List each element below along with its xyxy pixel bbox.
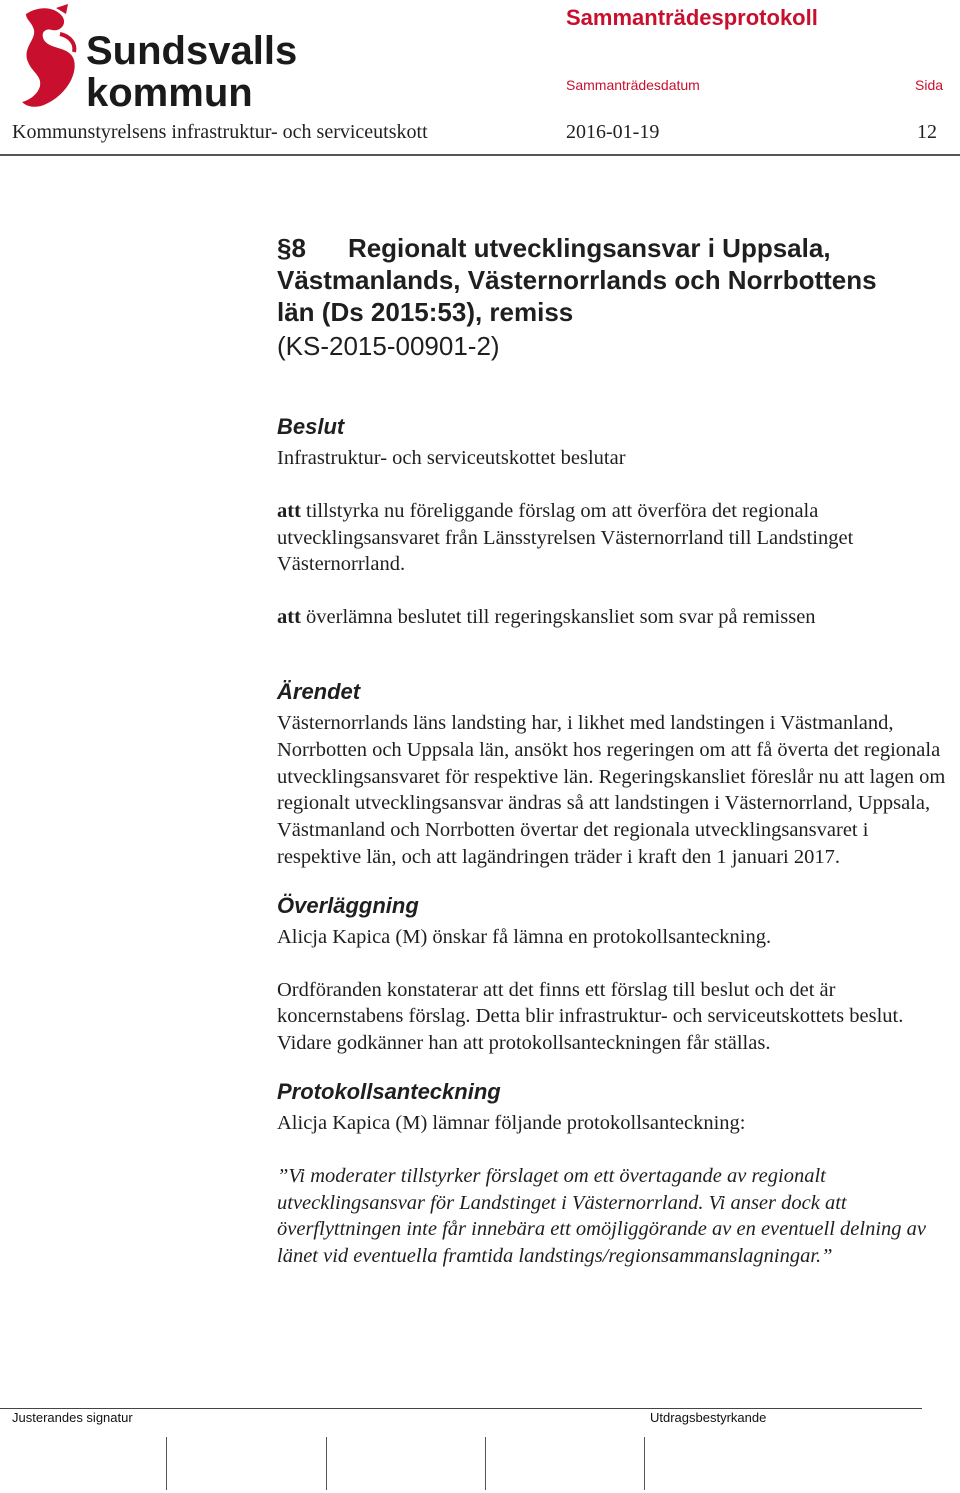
extract-certification-label: Utdragsbestyrkande	[650, 1410, 767, 1425]
decision-1-keyword: att	[277, 499, 301, 522]
header-divider	[0, 154, 960, 156]
decision-1	[277, 498, 947, 578]
page-label: Sida	[915, 77, 944, 93]
overlaggning-heading: Överläggning	[277, 892, 419, 918]
beslut-heading: Beslut	[277, 414, 345, 439]
decision-2-text: överlämna beslutet till regeringskansliet som svar på remissen	[300, 606, 816, 629]
page-number: 12	[917, 121, 937, 143]
item-title-line-2: Västmanlands, Västernorrlands och Norrbottens	[277, 265, 877, 295]
dragon-emblem-icon	[16, 4, 306, 116]
item-title-line-3: län (Ds 2015:53), remiss	[277, 297, 574, 327]
overlaggning-paragraph-2: Ordföranden konstaterar att det finns ett förslag till beslut och det är koncernstabens förslag. Detta blir infrastruktur- och serviceutskottets beslut. Vidare godkänner han att protokollsanteckningen får ställas.	[277, 978, 904, 1055]
sundsvalls-kommun-logo	[16, 4, 306, 116]
signature-box-divider	[326, 1437, 327, 1490]
signature-label: Justerandes signatur	[12, 1410, 133, 1425]
decision-1-text: tillstyrka nu föreliggande förslag om att överföra det regionala utvecklingsansvaret från Länsstyrelsen Västernorrland till Landstinget Västernorrland.	[277, 499, 854, 576]
item-number-value: 8	[291, 233, 306, 263]
committee-name: Kommunstyrelsens infrastruktur- och serviceutskott	[12, 121, 428, 143]
footer-divider	[0, 1408, 922, 1409]
document-body	[277, 232, 947, 1270]
document-type: Sammanträdesprotokoll	[566, 5, 818, 30]
logo-text-kommun: kommun	[86, 71, 253, 115]
case-id: (KS-2015-00901-2)	[277, 331, 500, 361]
item-title	[277, 232, 947, 328]
logo-text-sundsvalls: Sundsvalls	[86, 29, 298, 73]
arendet-heading: Ärendet	[277, 678, 361, 704]
beslut-intro: Infrastruktur- och serviceutskottet beslutar	[277, 447, 626, 469]
meeting-date-label: Sammanträdesdatum	[566, 77, 700, 93]
overlaggning-paragraph-1: Alicja Kapica (M) önskar få lämna en protokollsanteckning.	[277, 925, 772, 948]
paragraph-symbol: §	[277, 233, 292, 263]
signature-box-divider	[485, 1437, 486, 1490]
item-number	[277, 232, 306, 264]
decision-2-keyword: att	[277, 606, 301, 629]
meeting-date: 2016-01-19	[566, 121, 660, 143]
item-title-line-1: Regionalt utvecklingsansvar i Uppsala,	[347, 233, 831, 263]
protokollsanteckning-quote: ”Vi moderater tillstyrker förslaget om ett övertagande av regionalt utvecklingsansvar för Landstinget i Västernorrland. Vi anser dock att överflyttningen inte får innebära ett omöjliggörande av en eventuell delning av länet vid eventuella framtida landstings/regionsammanslagningar.”	[277, 1164, 927, 1268]
protokollsanteckning-intro: Alicja Kapica (M) lämnar följande protokollsanteckning:	[277, 1111, 746, 1134]
signature-box-divider	[166, 1437, 167, 1490]
protokollsanteckning-heading: Protokollsanteckning	[277, 1078, 501, 1104]
arendet-text: Västernorrlands läns landsting har, i likhet med landstingen i Västmanland, Norrbotten och Uppsala län, ansökt hos regeringen om att få överta det regionala utvecklingsansvaret för respektive län. Regeringskansliet föreslår nu att lagen om regionalt utvecklingsansvar ändras så att landstingen i Västernorrland, Uppsala, Västmanland och Norrbotten övertar det regionala utvecklingsansvaret i respektive län, och att lagändringen träder i kraft den 1 januari 2017.	[277, 711, 946, 868]
signature-box-divider	[644, 1437, 645, 1490]
decision-2	[277, 604, 947, 631]
